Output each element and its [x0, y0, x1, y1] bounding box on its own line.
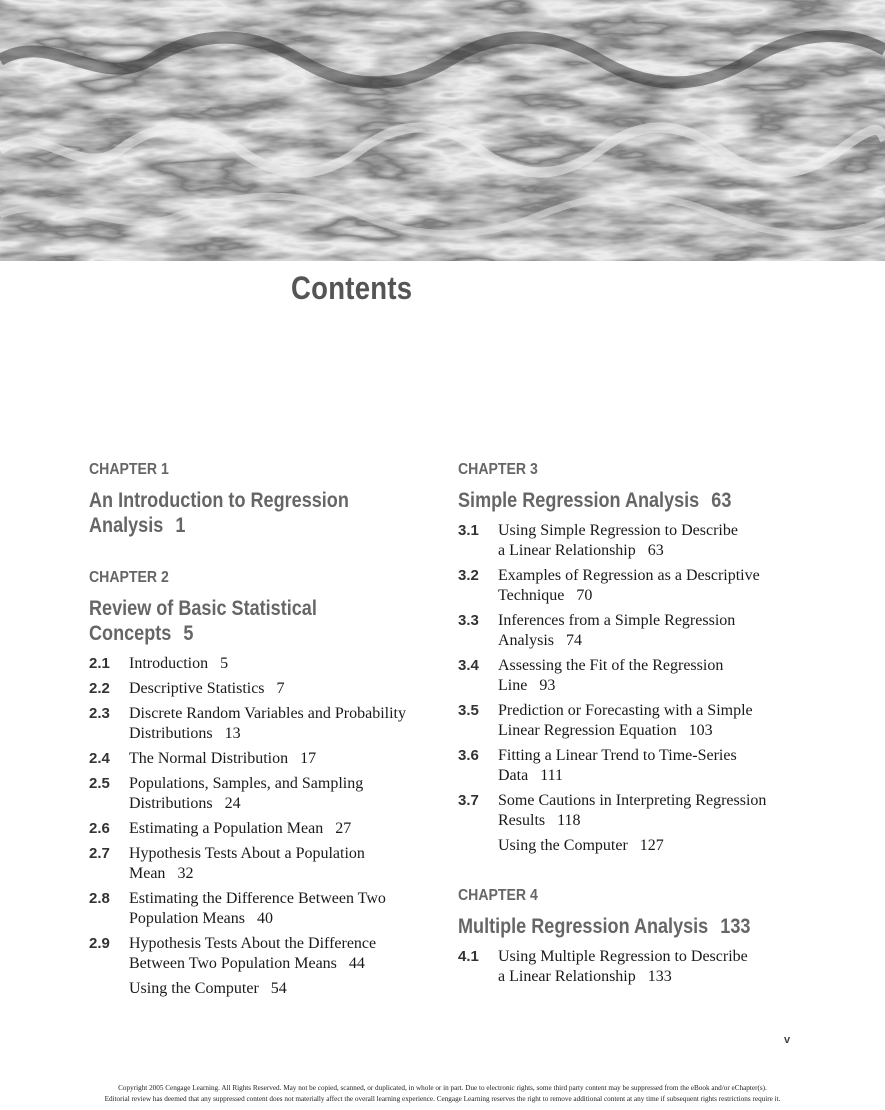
section-title — [129, 889, 429, 929]
section-title — [129, 679, 429, 699]
section-page-number: 111 — [540, 767, 564, 784]
chapter-entry — [458, 460, 798, 856]
chapter-label: CHAPTER 3 — [458, 461, 538, 478]
section-page-number: 127 — [639, 837, 664, 854]
section-title-text: Technique — [498, 587, 565, 604]
toc-section-entry[interactable] — [458, 791, 798, 831]
chapter-title[interactable] — [89, 596, 424, 646]
chapter-title[interactable] — [458, 914, 793, 939]
toc-section-entry[interactable] — [458, 611, 798, 651]
section-number: 4.1 — [458, 948, 479, 965]
chapter-title[interactable] — [89, 488, 424, 538]
section-title-text: Using Multiple Regression to Describe — [498, 948, 748, 965]
section-number: 2.7 — [89, 845, 110, 862]
toc-section-entry[interactable] — [89, 934, 429, 974]
section-title — [129, 934, 429, 974]
section-number: 2.8 — [89, 890, 110, 907]
section-title — [129, 844, 429, 884]
toc-section-entry[interactable] — [89, 844, 429, 884]
section-page-number: 5 — [220, 655, 229, 672]
chapter-title-text: Multiple Regression Analysis — [458, 915, 709, 938]
section-title — [129, 749, 429, 769]
section-page-number: 13 — [224, 725, 241, 742]
section-title — [498, 611, 798, 651]
section-number: 2.9 — [89, 935, 110, 952]
section-title-text: Distributions — [129, 795, 213, 812]
section-title-text: Some Cautions in Interpreting Regression — [498, 792, 767, 809]
section-page-number: 63 — [647, 542, 664, 559]
section-page-number: 54 — [270, 980, 287, 997]
chapter-title-text: Simple Regression Analysis — [458, 489, 700, 512]
chapter-page-number: 5 — [183, 622, 194, 645]
copyright-notice — [0, 1083, 885, 1105]
section-title — [498, 701, 798, 741]
toc-section-entry[interactable] — [89, 749, 429, 769]
chapter-page-number: 1 — [175, 514, 186, 537]
section-title — [498, 947, 798, 987]
chapter-title[interactable] — [458, 488, 793, 513]
section-title-text: The Normal Distribution — [129, 750, 289, 767]
chapter-entry — [458, 886, 798, 987]
page-title: Contents — [291, 270, 413, 306]
section-number: 2.6 — [89, 820, 110, 837]
section-title-text: Between Two Population Means — [129, 955, 337, 972]
section-title — [129, 774, 429, 814]
chapter-entry — [89, 460, 429, 538]
section-title-text: Linear Regression Equation — [498, 722, 677, 739]
toc-section-entry[interactable] — [458, 566, 798, 606]
section-title-text: Examples of Regression as a Descriptive — [498, 567, 760, 584]
section-title-text: a Linear Relationship — [498, 968, 636, 985]
section-page-number: 74 — [566, 632, 582, 649]
section-title-text: a Linear Relationship — [498, 542, 636, 559]
section-title-text: Introduction — [129, 655, 209, 672]
toc-section-entry[interactable] — [458, 836, 798, 856]
section-page-number: 118 — [557, 812, 581, 829]
section-title — [498, 746, 798, 786]
chapter-label: CHAPTER 1 — [89, 461, 169, 478]
section-title — [129, 654, 429, 674]
section-title — [498, 836, 798, 856]
copyright-line: Editorial review has deemed that any suppressed content does not materially affect the overall learning experience. Cengage Learning reserves the right to remove additional content at any time if subsequent rights restrictions require it. — [104, 1095, 781, 1103]
chapter-entry — [89, 568, 429, 999]
section-title-text: Using the Computer — [498, 837, 628, 854]
section-title-text: Estimating the Difference Between Two — [129, 890, 386, 907]
section-page-number: 27 — [335, 820, 352, 837]
section-page-number: 40 — [257, 910, 273, 927]
toc-section-entry[interactable] — [458, 701, 798, 741]
section-number: 3.7 — [458, 792, 479, 809]
section-page-number: 103 — [688, 722, 713, 739]
section-title-text: Assessing the Fit of the Regression — [498, 657, 724, 674]
section-number: 2.3 — [89, 705, 110, 722]
chapter-title-text: An Introduction to Regression — [89, 489, 349, 512]
section-title — [498, 521, 798, 561]
section-number: 3.6 — [458, 747, 479, 764]
toc-section-entry[interactable] — [89, 819, 429, 839]
toc-left-column — [89, 460, 429, 1029]
section-page-number: 24 — [224, 795, 241, 812]
section-title-text: Distributions — [129, 725, 213, 742]
chapter-label: CHAPTER 4 — [458, 887, 538, 904]
section-number: 2.4 — [89, 750, 110, 767]
chapter-page-number: 133 — [720, 915, 751, 938]
section-title-text: Prediction or Forecasting with a Simple — [498, 702, 753, 719]
section-page-number: 44 — [348, 955, 365, 972]
section-title — [498, 566, 798, 606]
section-number: 3.2 — [458, 567, 479, 584]
section-page-number: 7 — [276, 680, 285, 697]
section-title-text: Using the Computer — [129, 980, 259, 997]
section-title-text: Fitting a Linear Trend to Time-Series — [498, 747, 737, 764]
section-title-text: Data — [498, 767, 529, 784]
toc-section-entry[interactable] — [458, 656, 798, 696]
toc-section-entry[interactable] — [89, 979, 429, 999]
section-page-number: 70 — [576, 587, 593, 604]
toc-section-entry[interactable] — [458, 521, 798, 561]
section-title-text: Descriptive Statistics — [129, 680, 265, 697]
section-title-text: Line — [498, 677, 528, 694]
toc-section-entry[interactable] — [89, 889, 429, 929]
section-title-text: Analysis — [498, 632, 554, 649]
toc-section-entry[interactable] — [89, 654, 429, 674]
section-page-number: 17 — [300, 750, 317, 767]
section-number: 3.4 — [458, 657, 479, 674]
header-banner-image — [0, 0, 885, 261]
chapter-label: CHAPTER 2 — [89, 569, 169, 586]
section-title-text: Population Means — [129, 910, 245, 927]
toc-section-entry[interactable] — [458, 746, 798, 786]
section-title — [498, 791, 798, 831]
toc-section-entry[interactable] — [89, 774, 429, 814]
section-number: 2.5 — [89, 775, 110, 792]
section-title-text: Populations, Samples, and Sampling — [129, 775, 364, 792]
toc-right-column — [458, 460, 798, 1017]
chapter-title-text: Review of Basic Statistical Concepts — [89, 597, 317, 645]
section-title-text: Using Simple Regression to Describe — [498, 522, 738, 539]
section-page-number: 93 — [539, 677, 556, 694]
section-title — [129, 704, 429, 744]
section-title — [129, 819, 429, 839]
section-number: 2.2 — [89, 680, 110, 697]
section-title — [129, 979, 429, 999]
section-title-text: Estimating a Population Mean — [129, 820, 324, 837]
section-title-text: Mean — [129, 865, 166, 882]
section-title-text: Discrete Random Variables and Probability — [129, 705, 406, 722]
toc-section-entry[interactable] — [89, 679, 429, 699]
section-number: 3.5 — [458, 702, 479, 719]
chapter-title-text: Analysis — [89, 514, 164, 537]
copyright-line: Copyright 2005 Cengage Learning. All Rights Reserved. May not be copied, scanned, or duplicated, in whole or in part. Due to electronic rights, some third party content may be suppressed from the eBook and/or eChapter(s). — [118, 1084, 767, 1092]
section-title — [498, 656, 798, 696]
section-number: 3.3 — [458, 612, 479, 629]
toc-section-entry[interactable] — [458, 947, 798, 987]
chapter-page-number: 63 — [711, 489, 732, 512]
section-number: 2.1 — [89, 655, 110, 672]
section-title-text: Hypothesis Tests About a Population — [129, 845, 365, 862]
toc-section-entry[interactable] — [89, 704, 429, 744]
section-title-text: Results — [498, 812, 546, 829]
section-page-number: 32 — [177, 865, 194, 882]
page-number: v — [784, 1034, 791, 1046]
section-title-text: Inferences from a Simple Regression — [498, 612, 736, 629]
section-number: 3.1 — [458, 522, 479, 539]
section-page-number: 133 — [647, 968, 672, 985]
section-title-text: Hypothesis Tests About the Difference — [129, 935, 377, 952]
